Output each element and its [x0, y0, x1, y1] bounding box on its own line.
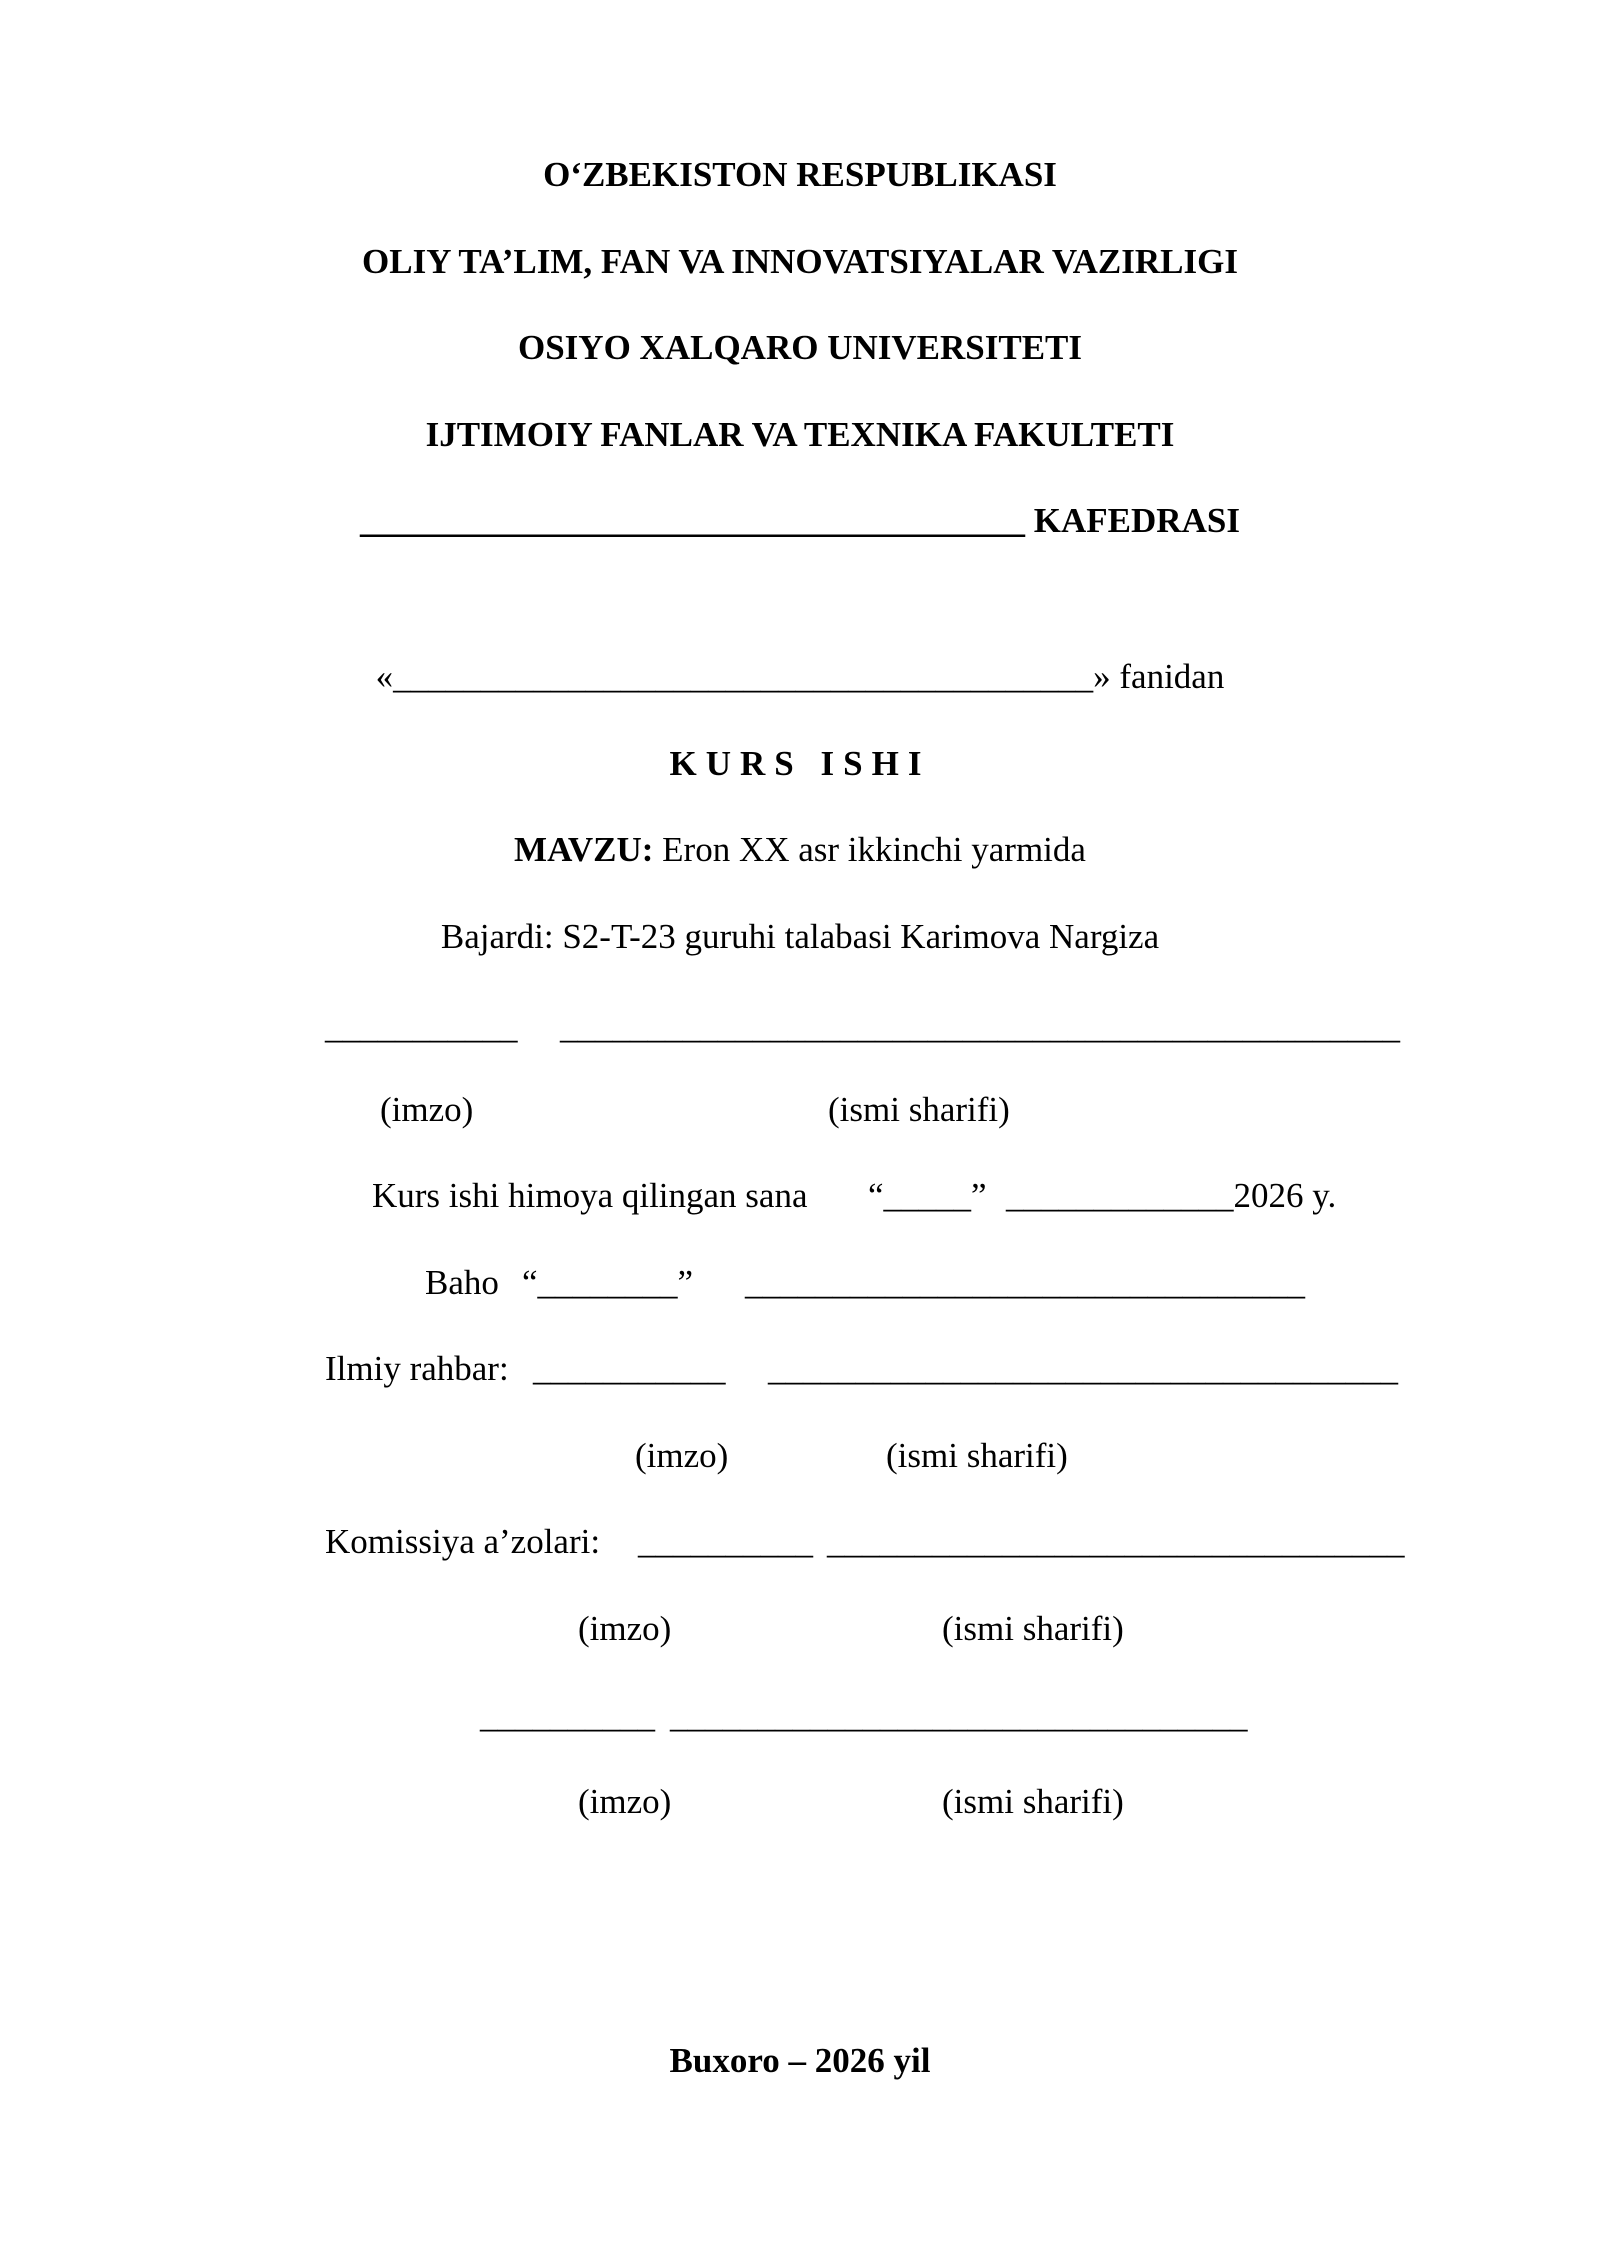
commission-name-blank-1: _________________________________ — [827, 1522, 1405, 1561]
subject-open-quote: « — [375, 657, 394, 696]
university-heading: OSIYO XALQARO UNIVERSITETI — [517, 328, 1083, 367]
defense-date-month-year: _____________2026 y. — [1006, 1176, 1337, 1215]
supervisor-sign-blank: ___________ — [533, 1349, 726, 1388]
subject-line — [0, 657, 1600, 697]
supervisor-name-blank: ____________________________________ — [768, 1349, 1398, 1388]
department-blank: ______________________________________ — [360, 501, 1026, 540]
supervisor-name-caption: (ismi sharifi) — [886, 1436, 1068, 1475]
author-line: Bajardi: S2-T-23 guruhi talabasi Karimova Nargiza — [440, 917, 1160, 956]
author-name-blank: ________________________________________________ — [560, 1007, 1400, 1046]
author-name-caption: (ismi sharifi) — [828, 1090, 1010, 1129]
grade-value-blank: “________” — [522, 1263, 694, 1302]
commission-name-caption-1: (ismi sharifi) — [942, 1609, 1124, 1648]
subject-blank: ________________________________________ — [393, 657, 1094, 696]
commission-sign-caption-2: (imzo) — [578, 1782, 672, 1821]
commission-label: Komissiya a’zolari: — [325, 1522, 601, 1561]
faculty-heading: IJTIMOIY FANLAR VA TEXNIKA FAKULTETI — [425, 415, 1175, 454]
supervisor-sign-caption: (imzo) — [635, 1436, 729, 1475]
department-label: KAFEDRASI — [1025, 501, 1240, 540]
author-sign-caption: (imzo) — [380, 1090, 474, 1129]
subject-suffix: » fanidan — [1093, 657, 1225, 696]
country-heading: O‘ZBEKISTON RESPUBLIKASI — [543, 155, 1057, 194]
document-type: KURS ISHI — [669, 744, 931, 783]
commission-name-blank-2: _________________________________ — [670, 1696, 1248, 1735]
author-sign-blank: ___________ — [325, 1007, 518, 1046]
grade-words-blank: ________________________________ — [745, 1263, 1305, 1302]
commission-name-caption-2: (ismi sharifi) — [942, 1782, 1124, 1821]
defense-date-label: Kurs ishi himoya qilingan sana — [372, 1176, 808, 1215]
commission-sign-blank-1: __________ — [638, 1522, 813, 1561]
topic-label: MAVZU: — [514, 830, 654, 869]
commission-sign-caption-1: (imzo) — [578, 1609, 672, 1648]
supervisor-label: Ilmiy rahbar: — [325, 1349, 509, 1388]
topic-line — [0, 830, 1600, 870]
city-year-footer: Buxoro – 2026 yil — [669, 2041, 931, 2080]
department-line — [0, 501, 1600, 541]
commission-sign-blank-2: __________ — [480, 1696, 655, 1735]
defense-date-day: “_____” — [868, 1176, 987, 1215]
topic-value: Eron XX asr ikkinchi yarmida — [653, 830, 1086, 869]
ministry-heading: OLIY TA’LIM, FAN VA INNOVATSIYALAR VAZIRLIGI — [362, 242, 1238, 281]
grade-label: Baho — [425, 1263, 499, 1302]
